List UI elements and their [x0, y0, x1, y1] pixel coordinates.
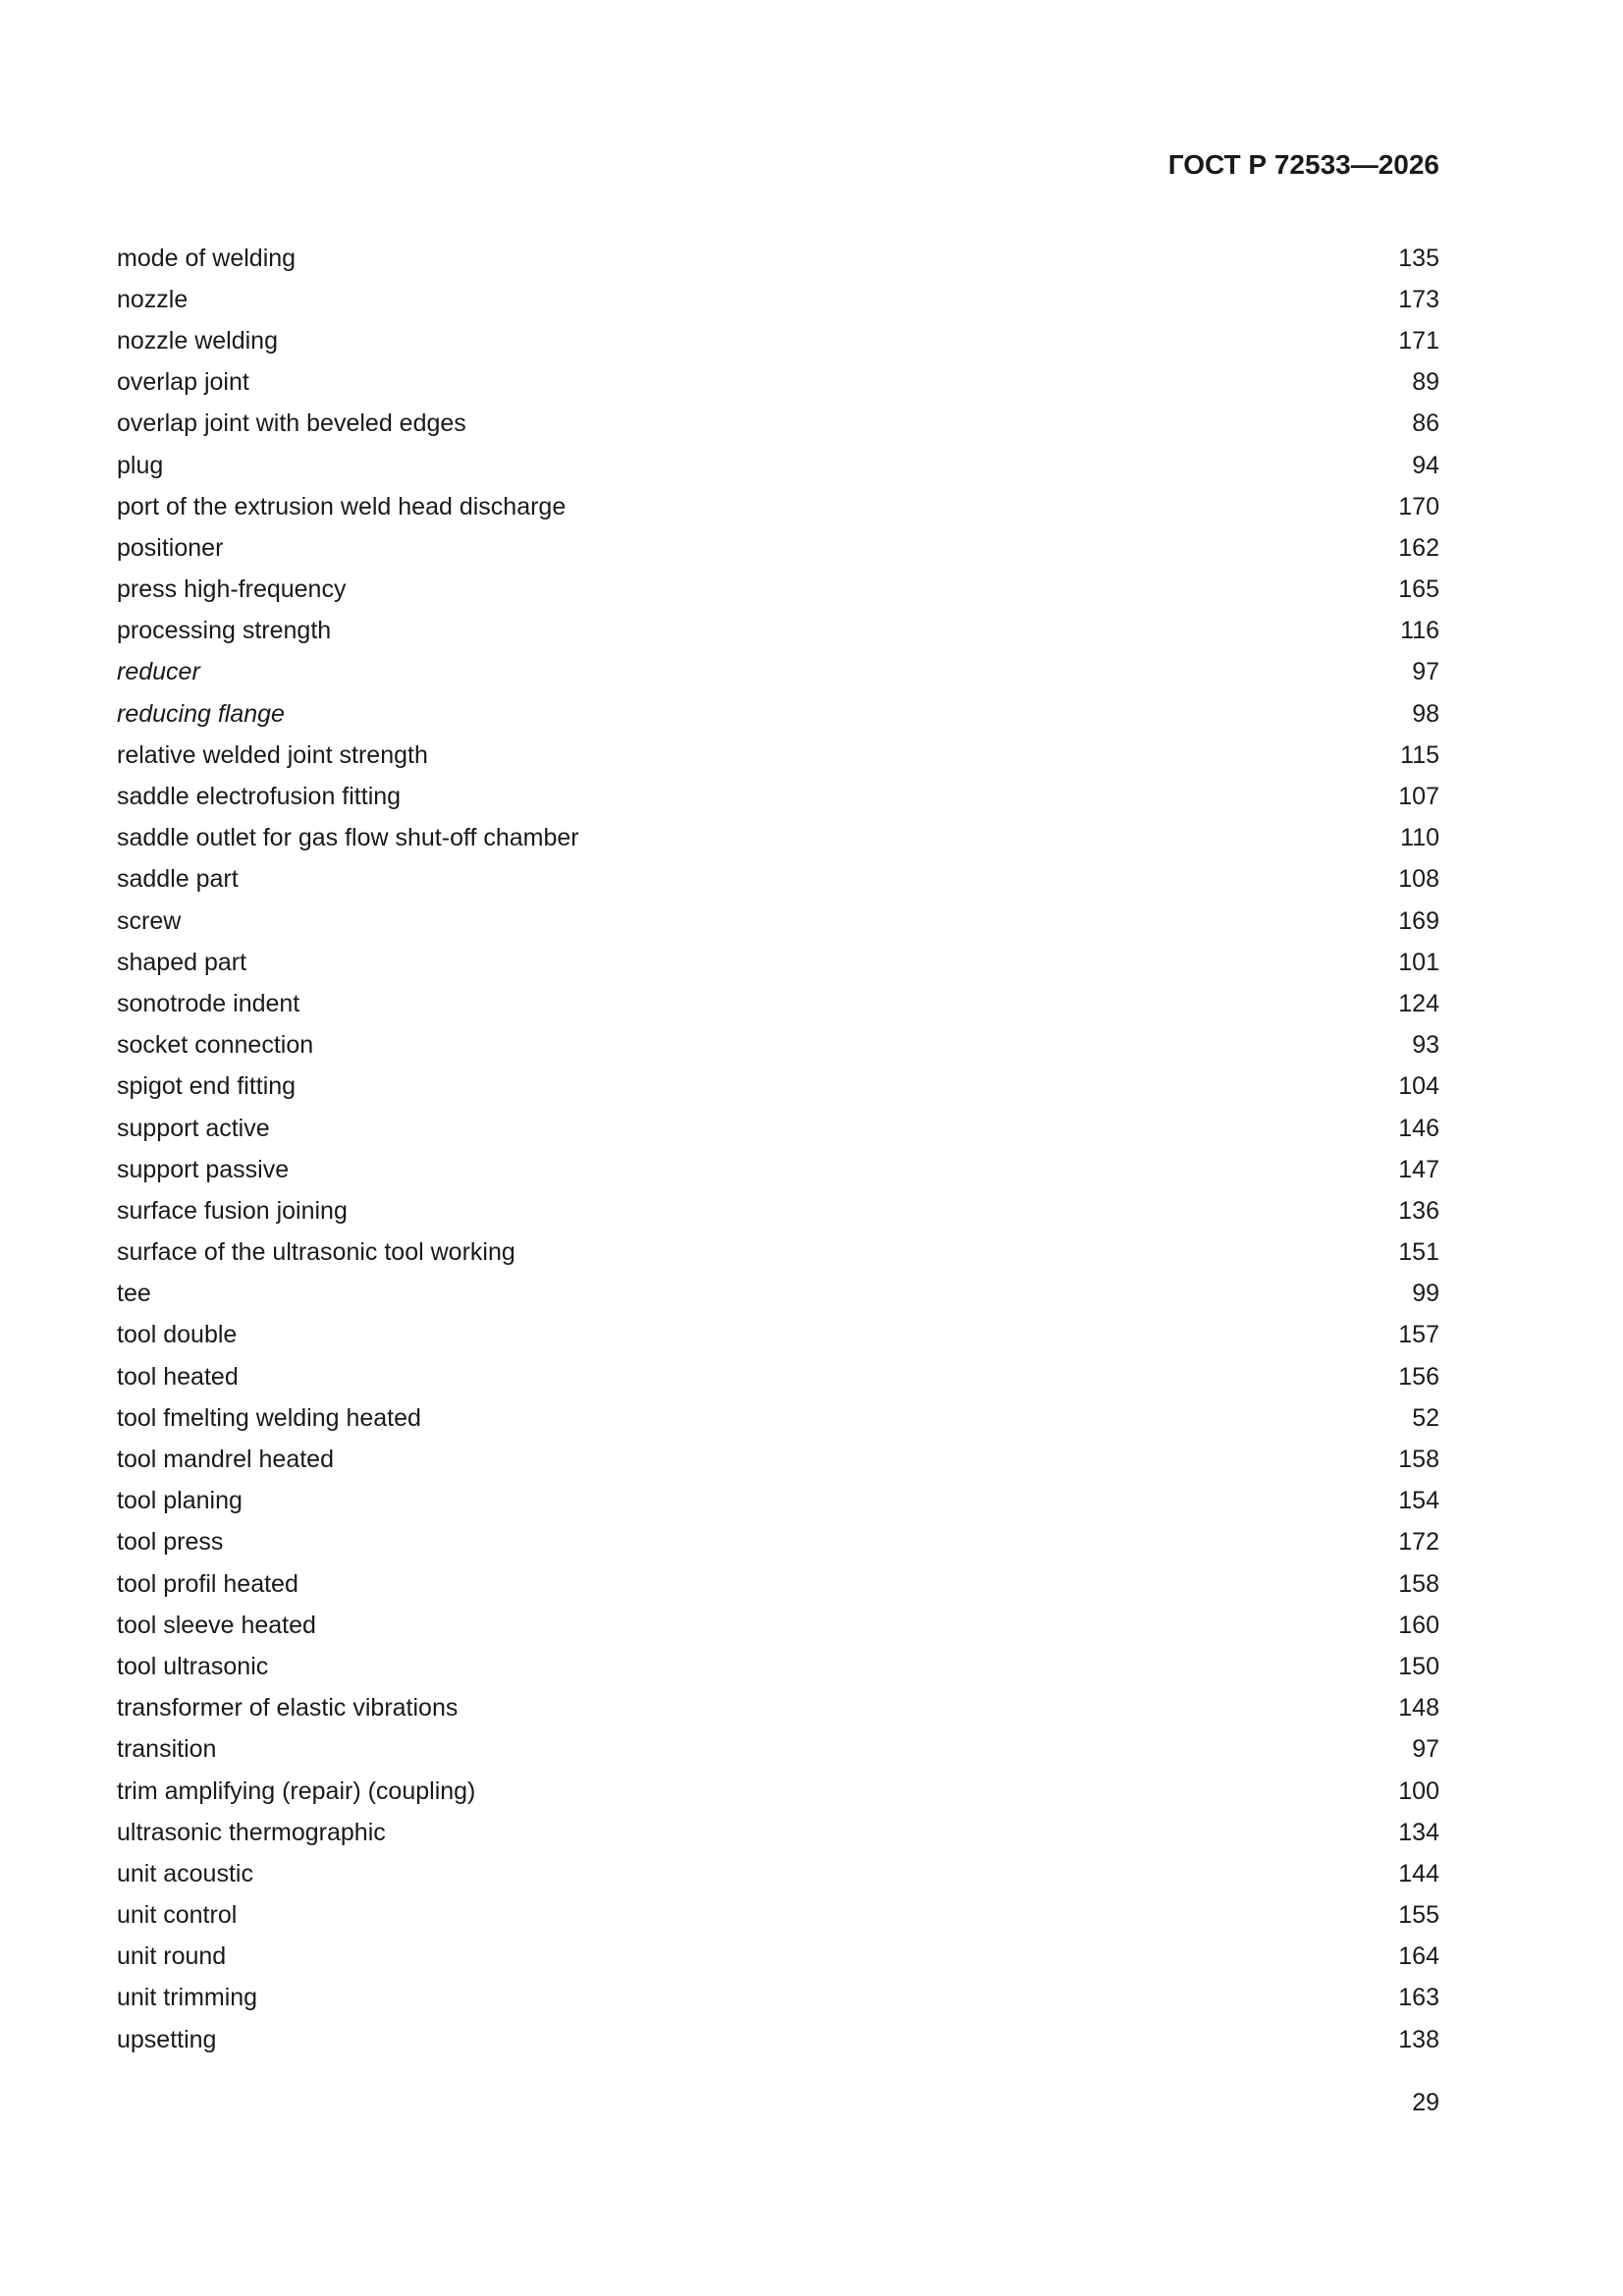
index-entry [117, 1937, 1439, 1978]
index-term: tool profil heated [117, 1569, 298, 1598]
index-page-ref: 136 [1398, 1196, 1439, 1225]
index-term: tool sleeve heated [117, 1611, 316, 1639]
index-page-ref: 108 [1398, 865, 1439, 894]
index-term: socket connection [117, 1031, 314, 1060]
index-page-ref: 86 [1412, 410, 1439, 438]
index-page-ref: 147 [1398, 1155, 1439, 1183]
index-term: shaped part [117, 948, 247, 976]
index-entry [117, 693, 1439, 735]
index-page-ref: 148 [1398, 1694, 1439, 1722]
index-term: tee [117, 1280, 151, 1308]
index-term: press high-frequency [117, 575, 347, 604]
index-entry [117, 818, 1439, 859]
index-term: saddle electrofusion fitting [117, 783, 402, 811]
index-term: port of the extrusion weld head discharge [117, 492, 567, 520]
index-term: saddle outlet for gas flow shut-off chamber [117, 824, 579, 852]
index-entry [117, 527, 1439, 569]
index-page-ref: 157 [1398, 1321, 1439, 1349]
index-page-ref: 144 [1398, 1859, 1439, 1887]
index-term: transformer of elastic vibrations [117, 1694, 459, 1722]
index-page-ref: 151 [1398, 1238, 1439, 1267]
index-page-ref: 154 [1398, 1487, 1439, 1515]
index-entry [117, 1771, 1439, 1812]
index-term: tool fmelting welding heated [117, 1403, 421, 1432]
index-entry [117, 1605, 1439, 1646]
index-term: tool planing [117, 1487, 243, 1515]
index-page-ref: 101 [1398, 948, 1439, 976]
index-entry [117, 570, 1439, 611]
index-page-ref: 169 [1398, 906, 1439, 935]
index-term: overlap joint [117, 368, 249, 397]
index-term: support active [117, 1114, 270, 1142]
index-term: reducer [117, 658, 200, 686]
index-term: spigot end fitting [117, 1072, 297, 1101]
index-page-ref: 150 [1398, 1652, 1439, 1680]
index-page-ref: 171 [1398, 326, 1439, 355]
index-term: nozzle welding [117, 326, 278, 355]
index-term: unit round [117, 1942, 227, 1971]
index-entry [117, 983, 1439, 1024]
index-term: sonotrode indent [117, 989, 300, 1017]
index-page-ref: 135 [1398, 244, 1439, 272]
index-page-ref: 156 [1398, 1362, 1439, 1391]
index-entry [117, 1895, 1439, 1937]
index-entry [117, 1315, 1439, 1356]
index-entry [117, 1853, 1439, 1894]
index-page-ref: 172 [1398, 1528, 1439, 1557]
index-entry [117, 404, 1439, 445]
index-page-ref: 104 [1398, 1072, 1439, 1101]
index-page-ref: 158 [1398, 1446, 1439, 1474]
index-entry [117, 1066, 1439, 1108]
index-term: tool ultrasonic [117, 1652, 269, 1680]
index-page-ref: 115 [1400, 740, 1439, 769]
index-term: processing strength [117, 617, 332, 645]
index-entry [117, 2019, 1439, 2060]
index-page-ref: 124 [1398, 989, 1439, 1017]
index-page-ref: 162 [1398, 533, 1439, 562]
index-term: mode of welding [117, 244, 297, 272]
index-entry [117, 1274, 1439, 1315]
index-term: transition [117, 1735, 217, 1764]
index-page-ref: 170 [1398, 492, 1439, 520]
index-page-ref: 116 [1400, 617, 1439, 645]
index-entry [117, 1646, 1439, 1687]
term-index-list [117, 238, 1439, 2060]
index-page-ref: 158 [1398, 1569, 1439, 1598]
index-term: tool double [117, 1321, 238, 1349]
index-page-ref: 164 [1398, 1942, 1439, 1971]
index-term: screw [117, 906, 182, 935]
index-term: surface of the ultrasonic tool working [117, 1238, 515, 1267]
index-term: nozzle [117, 285, 189, 313]
index-entry [117, 611, 1439, 652]
index-term: trim amplifying (repair) (coupling) [117, 1777, 476, 1805]
index-entry [117, 1481, 1439, 1522]
index-term: support passive [117, 1155, 290, 1183]
index-page-ref: 173 [1398, 285, 1439, 313]
index-term: relative welded joint strength [117, 740, 428, 769]
index-term: positioner [117, 533, 224, 562]
index-entry [117, 279, 1439, 320]
index-entry [117, 942, 1439, 983]
document-header: ГОСТ Р 72533—2026 [1167, 149, 1439, 180]
index-entry [117, 1522, 1439, 1563]
index-entry [117, 776, 1439, 817]
index-entry [117, 1025, 1439, 1066]
index-entry [117, 1439, 1439, 1480]
index-entry [117, 1812, 1439, 1853]
index-entry [117, 1978, 1439, 2019]
index-page-ref: 93 [1412, 1031, 1439, 1060]
index-page-ref: 97 [1412, 658, 1439, 686]
index-term: unit acoustic [117, 1859, 253, 1887]
index-page-ref: 146 [1398, 1114, 1439, 1142]
index-entry [117, 1190, 1439, 1231]
index-entry [117, 735, 1439, 776]
index-term: overlap joint with beveled edges [117, 410, 466, 438]
index-entry [117, 1563, 1439, 1605]
index-term: unit control [117, 1901, 238, 1930]
index-entry [117, 238, 1439, 279]
index-term: unit trimming [117, 1984, 258, 2012]
index-term: reducing flange [117, 699, 285, 728]
index-entry [117, 1108, 1439, 1149]
index-entry [117, 859, 1439, 901]
index-term: saddle part [117, 865, 239, 894]
index-page-ref: 94 [1412, 451, 1439, 479]
index-entry [117, 1149, 1439, 1190]
index-term: tool mandrel heated [117, 1446, 334, 1474]
index-page-ref: 160 [1398, 1611, 1439, 1639]
index-entry [117, 1356, 1439, 1397]
index-entry [117, 652, 1439, 693]
index-entry [117, 445, 1439, 486]
index-term: surface fusion joining [117, 1196, 348, 1225]
index-page-ref: 98 [1412, 699, 1439, 728]
index-entry [117, 901, 1439, 942]
index-entry [117, 1397, 1439, 1439]
index-entry [117, 320, 1439, 361]
index-page-ref: 97 [1412, 1735, 1439, 1764]
index-term: tool press [117, 1528, 224, 1557]
index-term: ultrasonic thermographic [117, 1818, 386, 1846]
index-page-ref: 52 [1412, 1403, 1439, 1432]
index-page-ref: 100 [1398, 1777, 1439, 1805]
index-page-ref: 107 [1398, 783, 1439, 811]
index-page-ref: 134 [1398, 1818, 1439, 1846]
index-page-ref: 138 [1398, 2025, 1439, 2053]
index-entry [117, 1688, 1439, 1729]
index-entry [117, 1729, 1439, 1771]
index-page-ref: 110 [1400, 824, 1439, 852]
index-page-ref: 89 [1412, 368, 1439, 397]
index-page-ref: 165 [1398, 575, 1439, 604]
index-page-ref: 163 [1398, 1984, 1439, 2012]
index-term: plug [117, 451, 164, 479]
index-entry [117, 1232, 1439, 1274]
page-number: 29 [1412, 2089, 1439, 2116]
index-entry [117, 486, 1439, 527]
index-term: upsetting [117, 2025, 217, 2053]
index-page-ref: 155 [1398, 1901, 1439, 1930]
index-term: tool heated [117, 1362, 239, 1391]
index-page-ref: 99 [1412, 1280, 1439, 1308]
index-entry [117, 362, 1439, 404]
